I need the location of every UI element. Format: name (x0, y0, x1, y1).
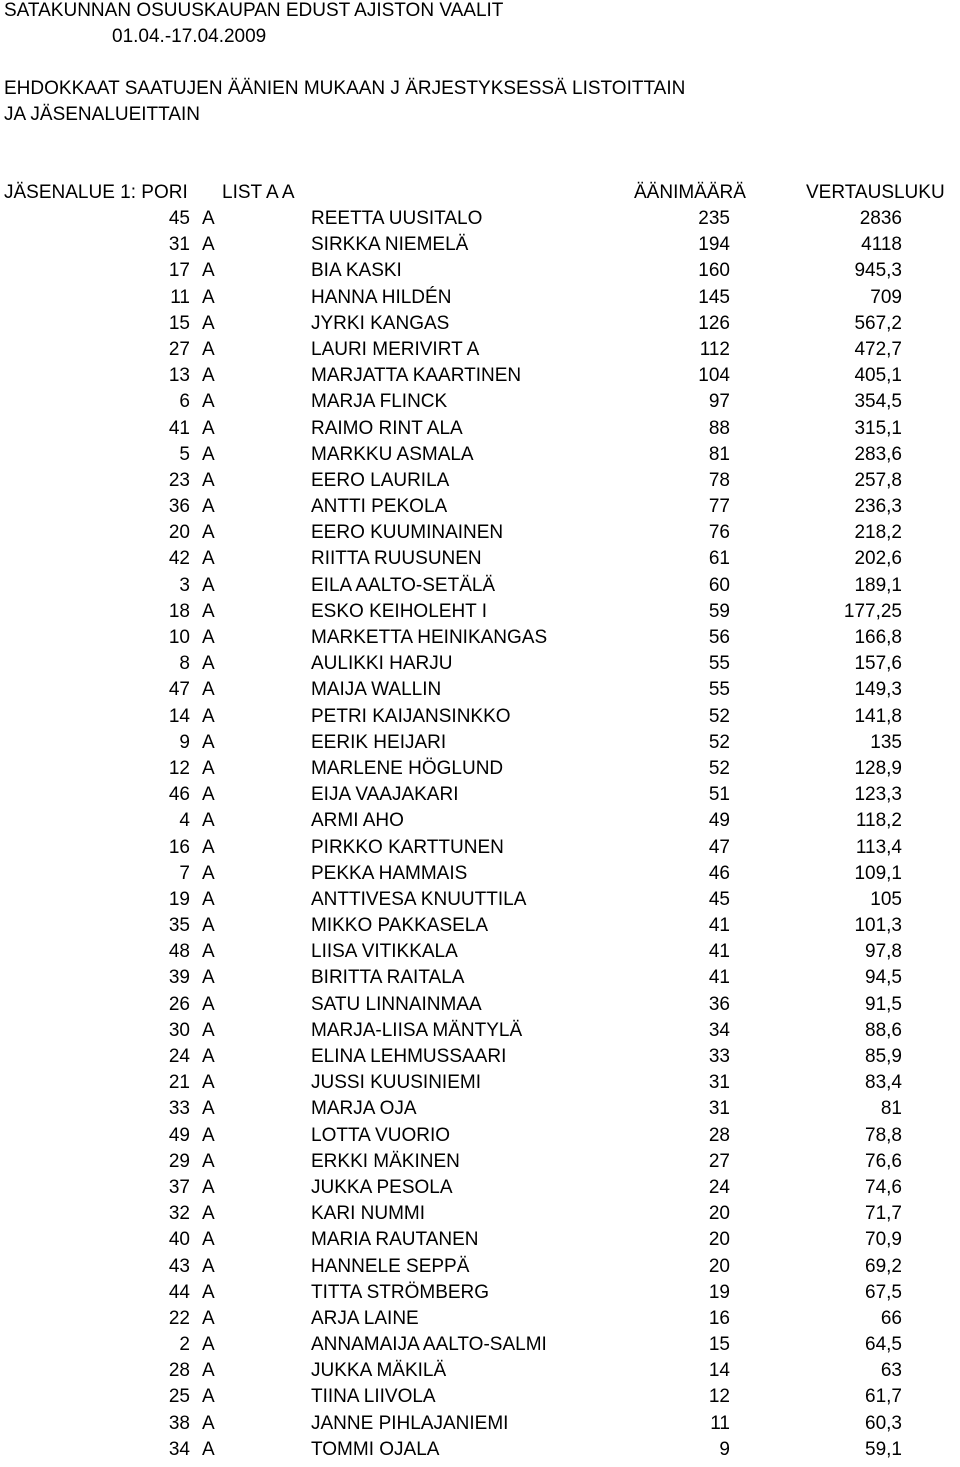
candidate-number: 23 (168, 469, 190, 491)
candidate-name: JUSSI KUUSINIEMI (311, 1072, 481, 1094)
candidate-votes: 56 (708, 627, 730, 648)
candidate-votes: 27 (708, 1150, 730, 1172)
table-row (0, 1046, 960, 1072)
candidate-votes: 41 (708, 967, 730, 989)
candidate-comparison-number: 88,6 (865, 1019, 902, 1041)
candidate-votes: 51 (708, 784, 730, 806)
candidate-list: A (202, 286, 215, 308)
table-row (0, 784, 960, 810)
candidate-list: A (202, 1412, 215, 1434)
candidate-number: 42 (168, 548, 190, 570)
candidate-name: MARJA OJA (311, 1098, 417, 1120)
candidate-name: MIKKO PAKKASELA (311, 915, 489, 937)
candidate-votes: 14 (708, 1360, 730, 1382)
candidate-comparison-number: 135 (870, 731, 902, 753)
candidate-name: MARIA RAUTANEN (311, 1229, 479, 1251)
table-row (0, 601, 960, 627)
candidate-comparison-number: 61,7 (865, 1386, 902, 1408)
candidate-list: A (202, 338, 215, 360)
candidate-comparison-number: 128,9 (854, 757, 902, 779)
candidate-list: A (202, 653, 215, 675)
candidate-comparison-number: 945,3 (854, 260, 902, 282)
candidate-list: A (202, 993, 215, 1015)
candidate-comparison-number: 123,3 (854, 784, 902, 806)
candidate-list: A (202, 574, 215, 596)
candidate-list: A (202, 1203, 215, 1225)
candidate-number: 48 (168, 941, 190, 963)
candidate-number: 17 (168, 260, 190, 282)
table-row (0, 889, 960, 915)
candidate-comparison-number: 105 (870, 888, 902, 910)
list-heading: LIST A A (222, 182, 295, 203)
candidate-list: A (202, 365, 215, 387)
candidate-name: HANNELE SEPPÄ (311, 1255, 470, 1277)
candidate-comparison-number: 166,8 (854, 627, 902, 648)
table-row (0, 758, 960, 784)
candidate-list: A (202, 600, 215, 622)
candidate-name: RIITTA RUUSUNEN (311, 548, 482, 570)
candidate-list: A (202, 312, 215, 334)
candidate-votes: 31 (708, 1098, 730, 1120)
candidate-votes: 104 (698, 365, 730, 387)
candidate-list: A (202, 705, 215, 727)
candidate-comparison-number: 85,9 (865, 1046, 902, 1067)
candidate-votes: 235 (698, 208, 730, 229)
candidate-votes: 9 (719, 1438, 730, 1460)
candidate-votes: 49 (708, 810, 730, 832)
candidate-comparison-number: 567,2 (854, 312, 902, 334)
candidate-votes: 78 (708, 469, 730, 491)
candidate-name: ANTTI PEKOLA (311, 496, 448, 518)
comparison-number-column-header: VERTAUSLUKU (806, 182, 945, 203)
table-row (0, 1151, 960, 1177)
candidate-number: 18 (168, 600, 190, 622)
candidate-votes: 24 (708, 1176, 730, 1198)
candidate-votes: 19 (708, 1281, 730, 1303)
candidate-number: 30 (168, 1019, 190, 1041)
table-row (0, 1125, 960, 1151)
table-row (0, 1229, 960, 1255)
candidate-number: 35 (168, 915, 190, 937)
candidate-number: 32 (168, 1203, 190, 1225)
member-area-heading: JÄSENALUE 1: PORI (4, 182, 188, 203)
candidate-number: 22 (168, 1307, 190, 1329)
candidate-number: 40 (168, 1229, 190, 1251)
candidate-list: A (202, 627, 215, 648)
candidate-comparison-number: 141,8 (854, 705, 902, 727)
candidate-number: 29 (168, 1150, 190, 1172)
candidate-name: TOMMI OJALA (311, 1438, 440, 1460)
candidate-comparison-number: 4118 (861, 234, 902, 256)
candidate-comparison-number: 66 (880, 1307, 902, 1329)
candidate-name: ANTTIVESA KNUUTTILA (311, 888, 527, 910)
candidate-comparison-number: 157,6 (854, 653, 902, 675)
table-row (0, 470, 960, 496)
candidate-name: TITTA STRÖMBERG (311, 1281, 490, 1303)
candidate-table (0, 208, 960, 1465)
candidate-number: 24 (168, 1046, 190, 1067)
candidate-list: A (202, 1334, 215, 1356)
candidate-comparison-number: 83,4 (865, 1072, 902, 1094)
candidate-comparison-number: 283,6 (854, 443, 902, 465)
candidate-number: 6 (179, 391, 190, 413)
candidate-list: A (202, 260, 215, 282)
candidate-list: A (202, 1150, 215, 1172)
candidate-comparison-number: 60,3 (865, 1412, 902, 1434)
table-row (0, 994, 960, 1020)
candidate-number: 20 (168, 522, 190, 544)
table-row (0, 1177, 960, 1203)
candidate-comparison-number: 76,6 (865, 1150, 902, 1172)
candidate-votes: 55 (708, 679, 730, 701)
candidate-name: MARJA-LIISA MÄNTYLÄ (311, 1019, 523, 1041)
candidate-comparison-number: 315,1 (854, 417, 902, 439)
candidate-votes: 112 (699, 338, 730, 360)
candidate-votes: 45 (708, 888, 730, 910)
candidate-number: 38 (168, 1412, 190, 1434)
candidate-votes: 33 (708, 1046, 730, 1067)
candidate-votes: 60 (708, 574, 730, 596)
candidate-name: PIRKKO KARTTUNEN (311, 836, 504, 858)
candidate-list: A (202, 731, 215, 753)
candidate-name: BIRITTA RAITALA (311, 967, 465, 989)
candidate-comparison-number: 405,1 (854, 365, 902, 387)
election-dates: 01.04.-17.04.2009 (112, 26, 267, 47)
candidate-name: ESKO KEIHOLEHT I (311, 600, 487, 622)
candidate-list: A (202, 469, 215, 491)
candidate-number: 45 (168, 208, 190, 229)
candidate-number: 11 (170, 286, 190, 308)
candidate-number: 2 (179, 1334, 190, 1356)
candidate-name: MARJATTA KAARTINEN (311, 365, 522, 387)
candidate-comparison-number: 78,8 (865, 1124, 902, 1146)
candidate-name: JYRKI KANGAS (311, 312, 450, 334)
table-row (0, 1203, 960, 1229)
candidate-list: A (202, 679, 215, 701)
candidate-comparison-number: 189,1 (854, 574, 902, 596)
candidate-list: A (202, 967, 215, 989)
table-row (0, 575, 960, 601)
candidate-comparison-number: 236,3 (854, 496, 902, 518)
candidate-name: EIJA VAAJAKARI (311, 784, 459, 806)
table-row (0, 1439, 960, 1465)
candidate-name: HANNA HILDÉN (311, 286, 452, 308)
table-row (0, 313, 960, 339)
candidate-number: 7 (179, 862, 190, 884)
candidate-votes: 160 (698, 260, 730, 282)
candidate-list: A (202, 1124, 215, 1146)
candidate-votes: 41 (708, 941, 730, 963)
table-row (0, 1072, 960, 1098)
candidate-name: RAIMO RINT ALA (311, 417, 463, 439)
candidate-votes: 76 (708, 522, 730, 544)
candidate-number: 27 (168, 338, 190, 360)
table-row (0, 1256, 960, 1282)
candidate-votes: 41 (708, 915, 730, 937)
candidate-name: KARI NUMMI (311, 1203, 425, 1225)
candidate-list: A (202, 1229, 215, 1251)
candidate-list: A (202, 1360, 215, 1382)
candidate-list: A (202, 417, 215, 439)
candidate-comparison-number: 109,1 (854, 862, 902, 884)
table-row (0, 863, 960, 889)
votes-column-header: ÄÄNIMÄÄRÄ (634, 182, 746, 203)
candidate-name: ARMI AHO (311, 810, 404, 832)
table-row (0, 837, 960, 863)
candidate-comparison-number: 709 (870, 286, 902, 308)
table-row (0, 496, 960, 522)
candidate-name: ERKKI MÄKINEN (311, 1150, 460, 1172)
candidate-comparison-number: 472,7 (854, 338, 902, 360)
candidate-comparison-number: 59,1 (865, 1438, 902, 1460)
candidate-votes: 20 (708, 1203, 730, 1225)
candidate-votes: 81 (708, 443, 730, 465)
table-row (0, 208, 960, 234)
table-row (0, 444, 960, 470)
candidate-list: A (202, 522, 215, 544)
candidate-votes: 194 (698, 234, 730, 256)
candidate-list: A (202, 810, 215, 832)
candidate-votes: 55 (708, 653, 730, 675)
candidate-list: A (202, 548, 215, 570)
candidate-list: A (202, 1046, 215, 1067)
candidate-comparison-number: 202,6 (854, 548, 902, 570)
candidate-number: 31 (168, 234, 190, 256)
candidate-name: TIINA LIIVOLA (311, 1386, 436, 1408)
candidate-votes: 20 (708, 1255, 730, 1277)
candidate-number: 33 (168, 1098, 190, 1120)
candidate-name: LAURI MERIVIRT A (311, 338, 480, 360)
candidate-comparison-number: 101,3 (854, 915, 902, 937)
candidate-number: 3 (179, 574, 190, 596)
candidate-name: ELINA LEHMUSSAARI (311, 1046, 507, 1067)
candidate-name: PETRI KAIJANSINKKO (311, 705, 511, 727)
candidate-comparison-number: 354,5 (854, 391, 902, 413)
candidate-number: 10 (168, 627, 190, 648)
candidate-number: 49 (168, 1124, 190, 1146)
candidate-number: 5 (179, 443, 190, 465)
candidate-number: 12 (168, 757, 190, 779)
candidate-number: 37 (168, 1176, 190, 1198)
candidate-votes: 11 (710, 1412, 730, 1434)
table-row (0, 548, 960, 574)
candidate-comparison-number: 257,8 (854, 469, 902, 491)
table-row (0, 732, 960, 758)
document-subtitle-continued: JA JÄSENALUEITTAIN (4, 104, 201, 125)
candidate-comparison-number: 71,7 (865, 1203, 902, 1225)
candidate-votes: 77 (708, 496, 730, 518)
candidate-number: 26 (168, 993, 190, 1015)
candidate-name: MARLENE HÖGLUND (311, 757, 504, 779)
table-row (0, 339, 960, 365)
candidate-votes: 145 (698, 286, 730, 308)
candidate-list: A (202, 836, 215, 858)
candidate-list: A (202, 941, 215, 963)
candidate-votes: 28 (708, 1124, 730, 1146)
table-row (0, 627, 960, 653)
table-row (0, 1413, 960, 1439)
candidate-list: A (202, 1176, 215, 1198)
candidate-number: 9 (179, 731, 190, 753)
candidate-name: PEKKA HAMMAIS (311, 862, 468, 884)
candidate-votes: 61 (708, 548, 730, 570)
candidate-name: MARKKU ASMALA (311, 443, 474, 465)
candidate-name: EERO LAURILA (311, 469, 450, 491)
candidate-number: 41 (168, 417, 190, 439)
candidate-comparison-number: 91,5 (865, 993, 902, 1015)
candidate-comparison-number: 113,4 (855, 836, 902, 858)
candidate-list: A (202, 862, 215, 884)
table-row (0, 1308, 960, 1334)
candidate-name: ANNAMAIJA AALTO-SALMI (311, 1334, 547, 1356)
candidate-comparison-number: 2836 (859, 208, 902, 229)
candidate-votes: 88 (708, 417, 730, 439)
table-row (0, 810, 960, 836)
candidate-name: LIISA VITIKKALA (311, 941, 458, 963)
candidate-number: 43 (168, 1255, 190, 1277)
document-title: SATAKUNNAN OSUUSKAUPAN EDUST AJISTON VAALIT (4, 0, 504, 21)
table-row (0, 653, 960, 679)
candidate-comparison-number: 118,2 (855, 810, 902, 832)
candidate-number: 8 (179, 653, 190, 675)
candidate-name: MAIJA WALLIN (311, 679, 442, 701)
table-row (0, 1360, 960, 1386)
table-row (0, 941, 960, 967)
candidate-number: 14 (168, 705, 190, 727)
candidate-number: 16 (168, 836, 190, 858)
document-subtitle: EHDOKKAAT SAATUJEN ÄÄNIEN MUKAAN J ÄRJESTYKSESSÄ LISTOITTAIN (4, 78, 686, 99)
candidate-votes: 20 (708, 1229, 730, 1251)
table-row (0, 365, 960, 391)
candidate-votes: 47 (708, 836, 730, 858)
candidate-number: 44 (168, 1281, 190, 1303)
candidate-number: 13 (168, 365, 190, 387)
table-row (0, 1098, 960, 1124)
candidate-comparison-number: 63 (880, 1360, 902, 1382)
candidate-number: 46 (168, 784, 190, 806)
candidate-name: REETTA UUSITALO (311, 208, 483, 229)
candidate-name: AULIKKI HARJU (311, 653, 453, 675)
candidate-votes: 36 (708, 993, 730, 1015)
candidate-comparison-number: 218,2 (854, 522, 902, 544)
candidate-list: A (202, 1255, 215, 1277)
candidate-comparison-number: 74,6 (865, 1176, 902, 1198)
candidate-list: A (202, 1438, 215, 1460)
table-row (0, 706, 960, 732)
candidate-number: 34 (168, 1438, 190, 1460)
candidate-number: 25 (168, 1386, 190, 1408)
candidate-votes: 52 (708, 705, 730, 727)
candidate-name: EERIK HEIJARI (311, 731, 447, 753)
candidate-list: A (202, 888, 215, 910)
candidate-list: A (202, 234, 215, 256)
candidate-comparison-number: 149,3 (854, 679, 902, 701)
candidate-list: A (202, 915, 215, 937)
candidate-votes: 46 (708, 862, 730, 884)
candidate-comparison-number: 64,5 (865, 1334, 902, 1356)
candidate-list: A (202, 496, 215, 518)
candidate-votes: 59 (708, 600, 730, 622)
candidate-list: A (202, 1098, 215, 1120)
table-row (0, 287, 960, 313)
table-row (0, 967, 960, 993)
candidate-name: LOTTA VUORIO (311, 1124, 451, 1146)
candidate-name: BIA KASKI (311, 260, 402, 282)
candidate-votes: 15 (708, 1334, 730, 1356)
candidate-comparison-number: 70,9 (865, 1229, 902, 1251)
candidate-number: 36 (168, 496, 190, 518)
candidate-name: EILA AALTO-SETÄLÄ (311, 574, 496, 596)
candidate-list: A (202, 784, 215, 806)
candidate-votes: 126 (698, 312, 730, 334)
candidate-votes: 34 (708, 1019, 730, 1041)
candidate-votes: 16 (708, 1307, 730, 1329)
table-row (0, 1334, 960, 1360)
candidate-list: A (202, 1307, 215, 1329)
candidate-comparison-number: 97,8 (865, 941, 902, 963)
table-row (0, 1020, 960, 1046)
candidate-name: ARJA LAINE (311, 1307, 419, 1329)
candidate-list: A (202, 391, 215, 413)
candidate-comparison-number: 69,2 (865, 1255, 902, 1277)
candidate-name: JANNE PIHLAJANIEMI (311, 1412, 509, 1434)
table-row (0, 522, 960, 548)
candidate-list: A (202, 443, 215, 465)
candidate-list: A (202, 1281, 215, 1303)
candidate-number: 4 (179, 810, 190, 832)
candidate-list: A (202, 1019, 215, 1041)
table-row (0, 234, 960, 260)
candidate-list: A (202, 1072, 215, 1094)
table-row (0, 418, 960, 444)
candidate-name: SATU LINNAINMAA (311, 993, 482, 1015)
candidate-number: 19 (168, 888, 190, 910)
table-row (0, 679, 960, 705)
table-row (0, 391, 960, 417)
candidate-list: A (202, 757, 215, 779)
candidate-comparison-number: 177,25 (843, 600, 902, 622)
candidate-votes: 97 (708, 391, 730, 413)
candidate-votes: 52 (708, 757, 730, 779)
candidate-votes: 52 (708, 731, 730, 753)
candidate-number: 39 (168, 967, 190, 989)
candidate-votes: 31 (708, 1072, 730, 1094)
table-row (0, 260, 960, 286)
table-row (0, 1386, 960, 1412)
candidate-number: 15 (168, 312, 190, 334)
candidate-number: 47 (168, 679, 190, 701)
candidate-number: 28 (168, 1360, 190, 1382)
candidate-name: EERO KUUMINAINEN (311, 522, 504, 544)
table-row (0, 915, 960, 941)
candidate-comparison-number: 94,5 (865, 967, 902, 989)
candidate-number: 21 (168, 1072, 190, 1094)
candidate-comparison-number: 67,5 (865, 1281, 902, 1303)
candidate-name: JUKKA PESOLA (311, 1176, 453, 1198)
candidate-name: MARJA FLINCK (311, 391, 448, 413)
candidate-comparison-number: 81 (880, 1098, 902, 1120)
candidate-name: JUKKA MÄKILÄ (311, 1360, 447, 1382)
candidate-name: SIRKKA NIEMELÄ (311, 234, 469, 256)
candidate-votes: 12 (708, 1386, 730, 1408)
candidate-name: MARKETTA HEINIKANGAS (311, 627, 548, 648)
candidate-list: A (202, 1386, 215, 1408)
candidate-list: A (202, 208, 215, 229)
table-row (0, 1282, 960, 1308)
